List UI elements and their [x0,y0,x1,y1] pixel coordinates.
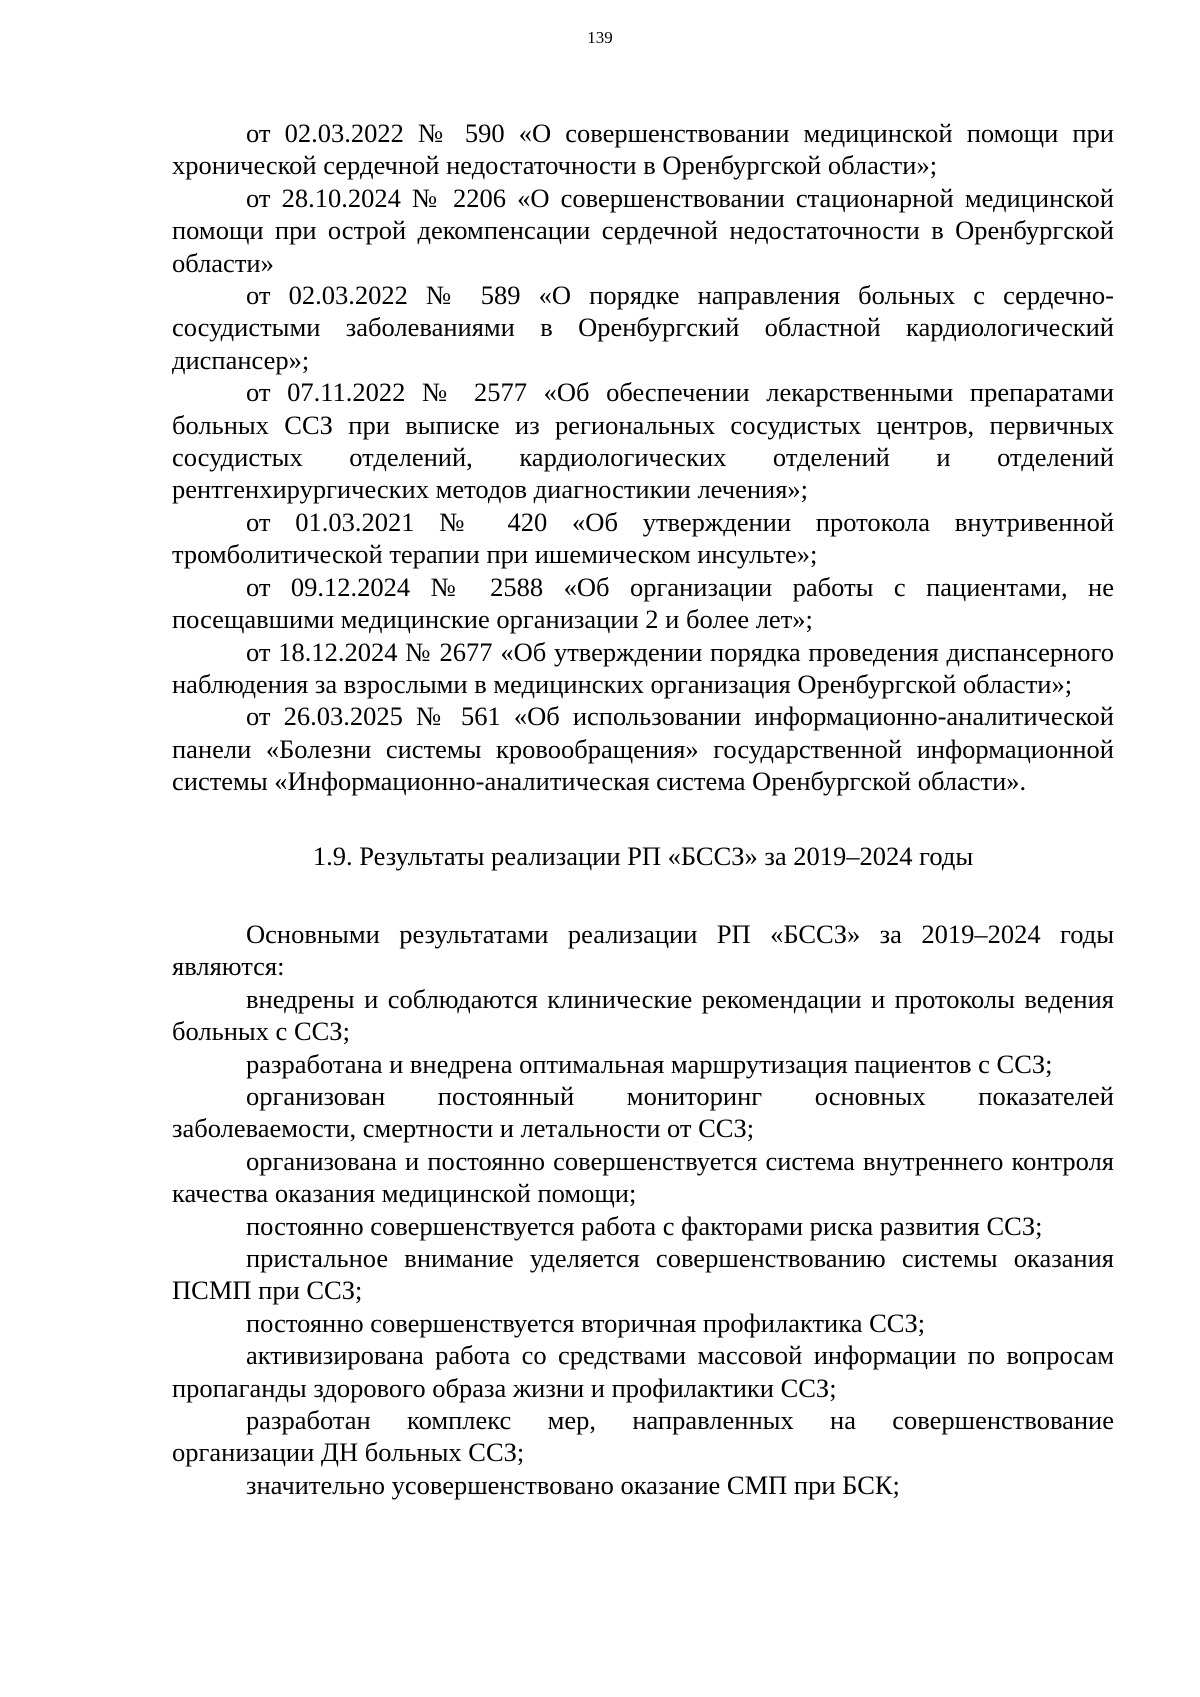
result-item: постоянно совершенствуется работа с факторами риска развития ССЗ; [246,1210,1043,1241]
result-item: пристальное внимание уделяется совершенствованию системы оказания ПСМП при ССЗ; [172,1243,1114,1306]
order-item: от 02.03.2022 № 589 «О порядке направления больных с сердечно-сосудистыми заболеваниями в Оренбургский областной кардиологический диспансер»; [172,280,1114,375]
order-item: от 07.11.2022 № 2577 «Об обеспечении лекарственными препаратами больных ССЗ при выписке из региональных сосудистых центров, первичных сосудистых отделений, кардиологических отделений и отделений рентгенхирургических методов диагностикии лечения»; [172,377,1114,505]
section-heading: 1.9. Результаты реализации РП «БССЗ» за 2019–2024 годы [312,840,974,871]
result-item: организован постоянный мониторинг основных показателей заболеваемости, смертности и летальности от ССЗ; [172,1080,1114,1144]
result-item: активизирована работа со средствами массовой информации по вопросам пропаганды здорового образа жизни и профилактики ССЗ; [172,1340,1114,1403]
order-item: от 28.10.2024 № 2206 «О совершенствовании стационарной медицинской помощи при острой декомпенсации сердечной недостаточности в Оренбургской области» [172,182,1114,278]
result-item: разработан комплекс мер, направленных на совершенствование организации ДН больных ССЗ; [172,1405,1114,1468]
document-body [172,117,1114,1501]
order-item: от 09.12.2024 № 2588 «Об организации работы с пациентами, не посещавшими медицинские организации 2 и более лет»; [172,571,1114,635]
result-item: значительно усовершенствовано оказание СМП при БСК; [246,1469,900,1500]
order-item: от 02.03.2022 № 590 «О совершенствовании медицинской помощи при хронической сердечной недостаточности в Оренбургской области»; [172,118,1114,181]
page-number: 139 [587,28,613,47]
result-item: разработана и внедрена оптимальная маршрутизация пациентов с ССЗ; [246,1048,1053,1079]
order-item: от 01.03.2021 № 420 «Об утверждении протокола внутривенной тромболитической терапии при ишемическом инсульте»; [172,506,1114,570]
order-item: от 18.12.2024 № 2677 «Об утверждении порядка проведения диспансерного наблюдения за взрослыми в медицинских организация Оренбургской области»; [172,636,1114,699]
results-intro: Основными результатами реализации РП «БССЗ» за 2019–2024 годы являются: [172,918,1114,982]
results-section [172,918,1114,1501]
orders-list [172,117,1114,798]
result-item: внедрены и соблюдаются клинические рекомендации и протоколы ведения больных с ССЗ; [172,983,1114,1047]
order-item: от 26.03.2025 № 561 «Об использовании информационно-аналитической панели «Болезни системы кровообращения» государственной информационной системы «Информационно-аналитическая система Оренбургской области». [172,701,1114,797]
result-item: постоянно совершенствуется вторичная профилактика ССЗ; [246,1307,926,1338]
result-item: организована и постоянно совершенствуется система внутреннего контроля качества оказания медицинской помощи; [172,1145,1114,1209]
